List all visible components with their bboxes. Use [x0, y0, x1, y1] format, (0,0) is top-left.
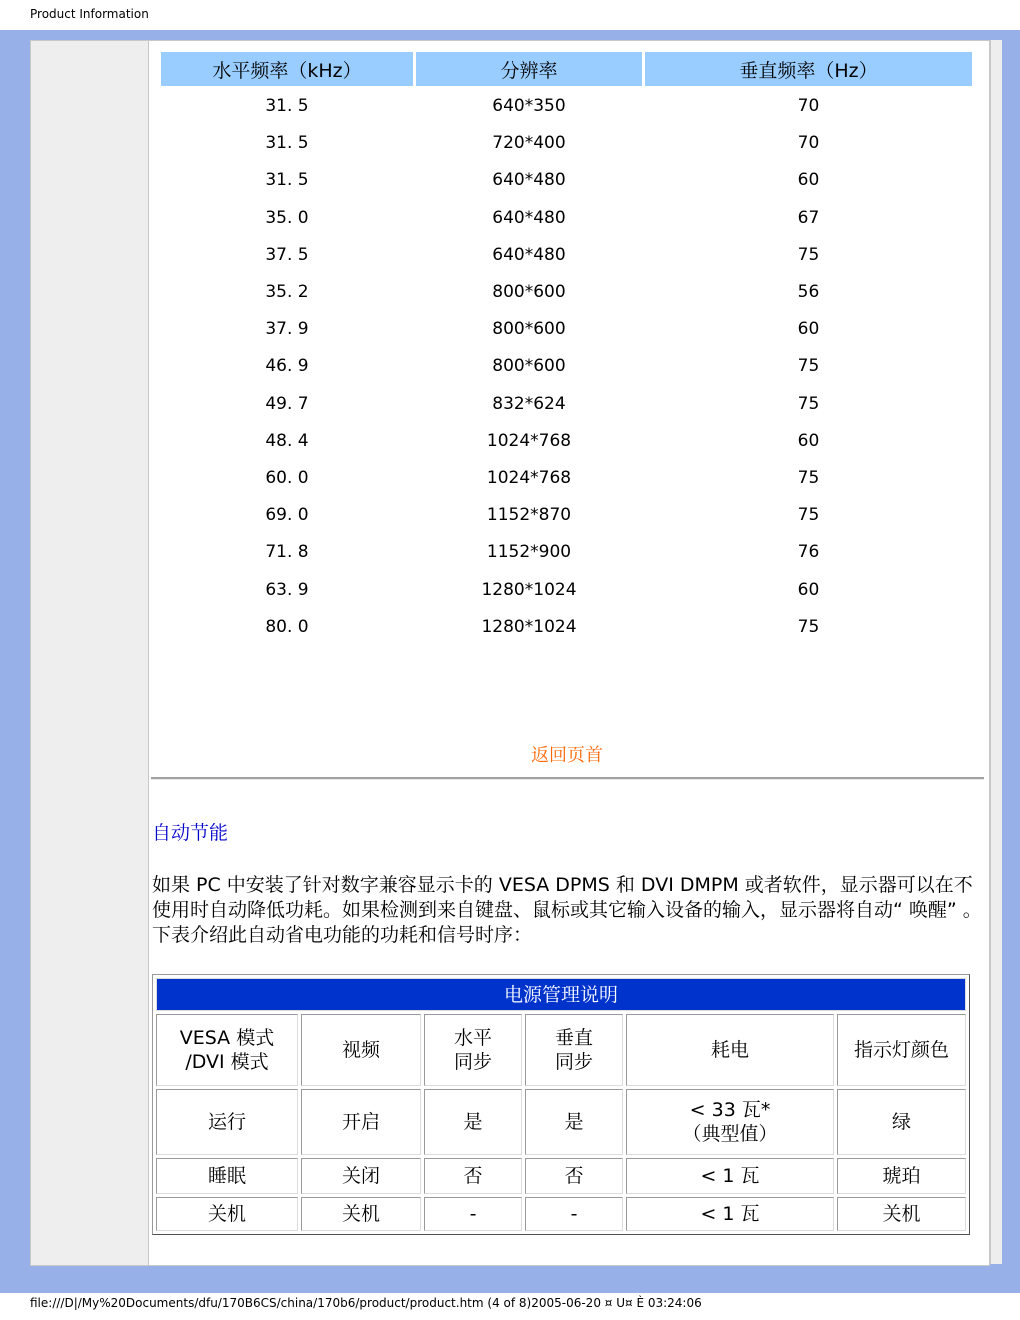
header-power: 耗电 — [626, 1014, 834, 1086]
table-cell: 60 — [797, 170, 820, 191]
table-row — [161, 535, 972, 569]
table-row — [161, 163, 972, 197]
table-cell: 1280*1024 — [481, 616, 577, 637]
frequency-table — [158, 49, 975, 647]
table-cell: 37. 9 — [265, 319, 309, 340]
table-cell: 640*480 — [492, 244, 566, 265]
table-cell: 56 — [797, 282, 820, 303]
page-footer: file:///D|/My%20Documents/dfu/170B6CS/china/170b6/product/product.htm (4 of 8)2005-06-20 ¤ U¤ È 03:24:06 — [30, 1296, 702, 1310]
table-cell: 48. 4 — [265, 430, 309, 451]
left-sidebar — [30, 40, 149, 1266]
table-cell: 37. 5 — [265, 244, 309, 265]
table-cell: 1280*1024 — [481, 579, 577, 600]
table-cell: 76 — [797, 542, 820, 563]
power-table-row-off — [156, 1197, 966, 1231]
table-cell: 800*600 — [492, 356, 566, 377]
table-cell: 63. 9 — [265, 579, 309, 600]
table-row — [161, 387, 972, 421]
table-cell: 75 — [797, 616, 820, 637]
power-table-row-on — [156, 1089, 966, 1155]
table-cell: 31. 5 — [265, 96, 309, 117]
frequency-table-body — [161, 89, 972, 644]
table-cell: 35. 0 — [265, 207, 309, 228]
row-sleep-h-sync: 否 — [424, 1158, 522, 1194]
table-cell: 46. 9 — [265, 356, 309, 377]
section-divider — [151, 777, 984, 780]
power-table-row-sleep — [156, 1158, 966, 1194]
table-cell: 640*480 — [492, 207, 566, 228]
table-cell: 67 — [797, 207, 820, 228]
row-on-video: 开启 — [301, 1089, 421, 1155]
column-header-resolution: 分辨率 — [416, 52, 642, 86]
table-cell: 800*600 — [492, 319, 566, 340]
row-off-h-sync: - — [424, 1197, 522, 1231]
table-row — [161, 201, 972, 235]
row-sleep-led: 琥珀 — [837, 1158, 966, 1194]
header-video: 视频 — [301, 1014, 421, 1086]
table-cell: 60 — [797, 579, 820, 600]
header-h-sync: 水平 同步 — [424, 1014, 522, 1086]
power-table-header-row — [156, 1014, 966, 1086]
table-cell: 71. 8 — [265, 542, 309, 563]
row-off-mode: 关机 — [156, 1197, 298, 1231]
row-sleep-video: 关闭 — [301, 1158, 421, 1194]
table-cell: 1152*870 — [486, 505, 572, 526]
column-header-horizontal-frequency: 水平频率（kHz） — [161, 52, 413, 86]
page-header: Product Information — [30, 7, 149, 21]
header-led-color: 指示灯颜色 — [837, 1014, 966, 1086]
table-row — [161, 238, 972, 272]
table-cell: 60 — [797, 319, 820, 340]
table-cell: 31. 5 — [265, 170, 309, 191]
table-cell: 75 — [797, 393, 820, 414]
table-cell: 640*480 — [492, 170, 566, 191]
row-off-v-sync: - — [525, 1197, 623, 1231]
table-cell: 75 — [797, 467, 820, 488]
table-cell: 75 — [797, 505, 820, 526]
section-paragraph: 如果 PC 中安装了针对数字兼容显示卡的 VESA DPMS 和 DVI DMPM 或者软件，显示器可以在不使用时自动降低功耗。如果检测到来自键盘、鼠标或其它输入设备的输入，显示器将自动“ 唤醒” 。下表介绍此自动省电功能的功耗和信号时序： — [152, 874, 982, 946]
right-margin-bar — [990, 40, 1002, 1264]
table-row — [161, 312, 972, 346]
row-on-h-sync: 是 — [424, 1089, 522, 1155]
table-cell: 49. 7 — [265, 393, 309, 414]
row-sleep-power: < 1 瓦 — [626, 1158, 834, 1194]
table-row — [161, 424, 972, 458]
table-cell: 60 — [797, 430, 820, 451]
table-row — [161, 572, 972, 606]
table-cell: 69. 0 — [265, 505, 309, 526]
column-header-vertical-frequency: 垂直频率（Hz） — [645, 52, 972, 86]
header-mode: VESA 模式 /DVI 模式 — [156, 1014, 298, 1086]
row-sleep-v-sync: 否 — [525, 1158, 623, 1194]
table-cell: 80. 0 — [265, 616, 309, 637]
table-row — [161, 498, 972, 532]
table-cell: 720*400 — [492, 133, 566, 154]
table-cell: 832*624 — [492, 393, 566, 414]
table-row — [161, 126, 972, 160]
power-table-title: 电源管理说明 — [156, 978, 966, 1011]
power-management-table-box — [152, 974, 970, 1235]
row-on-mode: 运行 — [156, 1089, 298, 1155]
row-off-power: < 1 瓦 — [626, 1197, 834, 1231]
table-cell: 70 — [797, 96, 820, 117]
table-row — [161, 275, 972, 309]
table-cell: 75 — [797, 356, 820, 377]
table-cell: 70 — [797, 133, 820, 154]
table-row — [161, 89, 972, 123]
power-management-table — [153, 975, 969, 1234]
frequency-table-header — [161, 52, 972, 86]
row-on-v-sync: 是 — [525, 1089, 623, 1155]
row-on-power: < 33 瓦* （典型值） — [626, 1089, 834, 1155]
table-cell: 800*600 — [492, 282, 566, 303]
section-title: 自动节能 — [152, 822, 229, 844]
table-cell: 31. 5 — [265, 133, 309, 154]
row-on-led: 绿 — [837, 1089, 966, 1155]
header-v-sync: 垂直 同步 — [525, 1014, 623, 1086]
table-cell: 75 — [797, 244, 820, 265]
table-row — [161, 610, 972, 644]
table-cell: 1024*768 — [486, 430, 572, 451]
table-cell: 640*350 — [492, 96, 566, 117]
row-off-video: 关机 — [301, 1197, 421, 1231]
table-row — [161, 461, 972, 495]
table-cell: 60. 0 — [265, 467, 309, 488]
back-to-top-link[interactable]: 返回页首 — [531, 745, 603, 766]
table-row — [161, 349, 972, 383]
row-sleep-mode: 睡眠 — [156, 1158, 298, 1194]
row-off-led: 关机 — [837, 1197, 966, 1231]
table-cell: 35. 2 — [265, 282, 309, 303]
table-cell: 1024*768 — [486, 467, 572, 488]
table-cell: 1152*900 — [486, 542, 572, 563]
